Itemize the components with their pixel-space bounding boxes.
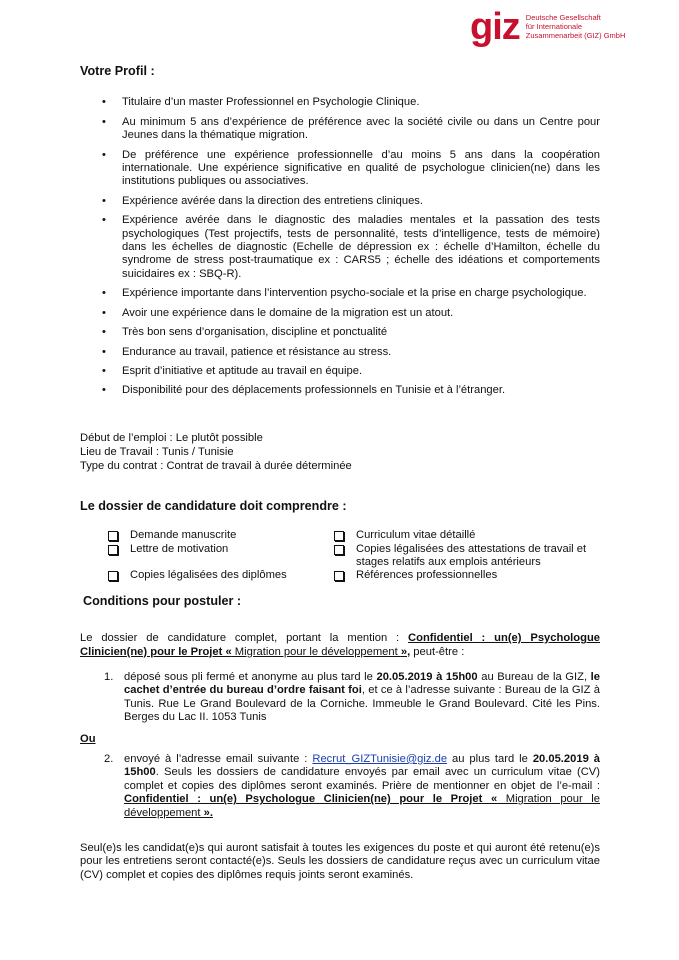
- profile-title: Votre Profil :: [80, 64, 155, 78]
- list-item: • Très bon sens d’organisation, discipline et ponctualité: [122, 326, 600, 339]
- option-number: 2.: [104, 753, 114, 765]
- deadline: 20.05.2019 à 15h00: [124, 753, 600, 779]
- conditions-intro: [80, 632, 600, 659]
- email-link[interactable]: Recrut_GIZTunisie@giz.de: [312, 753, 448, 765]
- option-text: au Bureau de la GIZ,: [477, 670, 591, 683]
- list-item: • Au minimum 5 ans d’expérience de préférence avec la société civile ou dans un Centre pour Jeunes dans la thématique migration.: [122, 116, 600, 143]
- checklist-item: [334, 569, 594, 582]
- checkbox-icon: [334, 531, 344, 541]
- list-item: • De préférence une expérience professionnelle d’au moins 5 ans dans la coopération internationale. Une expérience significative en qualité de psychologue clinicien(ne) dans les institutions publiques ou associatives.: [122, 149, 600, 189]
- intro-tail: peut-être :: [410, 645, 465, 658]
- confidential-mention: Confidentiel : un(e) Psychologue Clinicien(ne) pour le Projet «: [80, 632, 601, 658]
- checklist-label: Demande manuscrite: [130, 529, 237, 542]
- deadline: 20.05.2019 à 15h00: [376, 670, 478, 683]
- email-subject: Confidentiel : un(e) Psychologue Clinicien(ne) pour le Projet «: [124, 793, 498, 806]
- list-item: • Avoir une expérience dans le domaine de la migration est un atout.: [122, 307, 600, 320]
- profile-list: [80, 96, 600, 397]
- project-name: Migration pour le développement: [231, 645, 401, 658]
- logo-line: Deutsche Gesellschaft: [525, 13, 601, 22]
- option-text: déposé sous pli fermé et anonyme au plus tard le: [124, 670, 377, 683]
- checklist-label: Références professionnelles: [356, 569, 498, 582]
- list-item: • Endurance au travail, patience et résistance au stress.: [122, 346, 600, 359]
- checklist-label: Copies légalisées des attestations de travail et stages relatifs aux emplois antérieurs: [356, 542, 587, 568]
- list-item: • Disponibilité pour des déplacements professionnels en Tunisie et à l’étranger.: [122, 384, 600, 397]
- intro-text: Le dossier de candidature complet, portant la mention :: [80, 632, 409, 645]
- job-start: Début de l’emploi : Le plutôt possible: [80, 431, 263, 444]
- submission-option-mail: [104, 670, 601, 725]
- job-info: [80, 431, 600, 473]
- giz-logo: [470, 6, 626, 48]
- or-separator: Ou: [80, 732, 96, 745]
- giz-logo-mark: giz: [470, 6, 520, 48]
- stamp-note: le cachet d’entrée du bureau d’ordre faisant foi: [124, 670, 601, 697]
- final-note: Seul(e)s les candidat(e)s qui auront satisfait à toutes les exigences du poste et qui auront été retenu(e)s pour les entretiens seront contacté(e)s. Seuls les dossiers de candidature reçus avec un curriculum vitae (CV) complet et copies des diplômes requis joints seront examinés.: [80, 842, 600, 881]
- conditions-title: Conditions pour postuler :: [83, 593, 242, 608]
- checklist-item: [334, 529, 594, 542]
- checkbox-icon: [108, 545, 118, 555]
- giz-logo-text: [526, 13, 626, 40]
- logo-line: für Internationale: [525, 22, 583, 31]
- option-text: au plus tard le: [447, 753, 533, 765]
- document-checklist: [80, 529, 600, 583]
- list-item: • Expérience importante dans l’intervention psycho-sociale et la prise en charge psychologique.: [122, 287, 600, 300]
- checklist-label: Curriculum vitae détaillé: [356, 529, 476, 542]
- checkbox-icon: [108, 571, 118, 581]
- option-text: . Seuls les dossiers de candidature envoyés par email avec un curriculum vitae (CV) complet et copies des diplômes seront examinés. Prière de mentionner en objet de l’e-mail :: [124, 766, 600, 792]
- list-item: • Titulaire d’un master Professionnel en Psychologie Clinique.: [122, 96, 600, 109]
- list-item: • Esprit d’initiative et aptitude au travail en équipe.: [122, 365, 600, 378]
- checkbox-icon: [334, 545, 344, 555]
- submission-option-email: [104, 753, 601, 820]
- checklist-item: [108, 543, 334, 570]
- job-location: Lieu de Travail : Tunis / Tunisie: [80, 445, 234, 458]
- checklist-item: [334, 543, 594, 570]
- checkbox-icon: [108, 531, 118, 541]
- list-item: • Expérience avérée dans le diagnostic des maladies mentales et la passation des tests psychologiques (Test projectifs, tests de personnalité, tests d’intelligence, tests de mémoire) dans les échelles de diagnostic (Echelle de dépression ex : échelle d’Hamilton, échelle du syndrome de stress post-traumatique ex : CARS5 ; échelle des idéations et comportements suicidaires ex : SBQ-R).: [122, 214, 600, 281]
- email-subject-end: ».: [203, 806, 213, 819]
- checklist-item: [108, 529, 334, 542]
- checklist-label: Lettre de motivation: [130, 542, 229, 555]
- list-item: • Expérience avérée dans la direction des entretiens cliniques.: [122, 195, 600, 208]
- document-body: [80, 65, 600, 882]
- job-contract: Type du contrat : Contrat de travail à durée déterminée: [80, 459, 352, 472]
- checklist-item: [108, 569, 334, 582]
- logo-line: Zusammenarbeit (GIZ) GmbH: [525, 31, 626, 40]
- submission-options: [80, 671, 600, 725]
- option-text: envoyé à l’adresse email suivante :: [124, 753, 313, 765]
- option-number: 1.: [104, 670, 114, 683]
- office-address: , et ce à l’adresse suivante : Bureau de la GIZ à Tunis. Rue Le Grand Boulevard de la Corniche. Immeuble le Grand Boulevard. Cité les Pins. Berges du Lac II. 1053 Tunis: [124, 684, 600, 724]
- project-name: Migration pour le développement: [124, 793, 601, 819]
- dossier-title: Le dossier de candidature doit comprendre :: [80, 498, 347, 513]
- checkbox-icon: [334, 571, 344, 581]
- checklist-label: Copies légalisées des diplômes: [130, 569, 287, 582]
- submission-options-2: [80, 753, 600, 820]
- confidential-mention-end: »,: [400, 645, 411, 658]
